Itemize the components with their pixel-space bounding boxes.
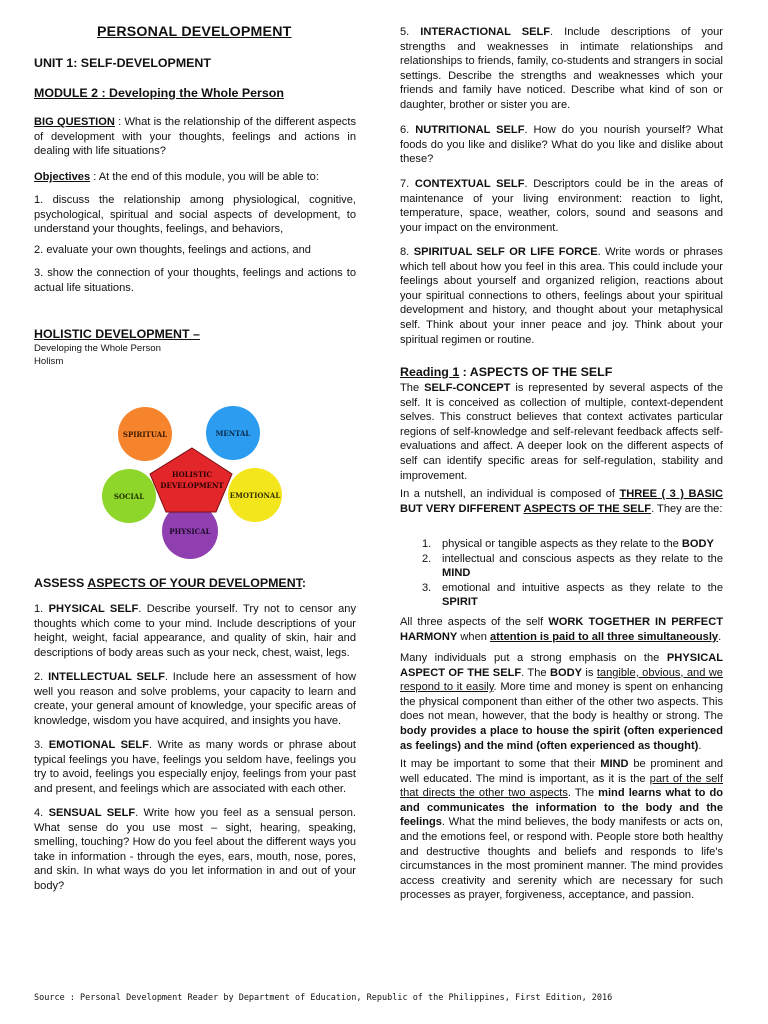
- self-concept-paragraph: [400, 381, 723, 483]
- assess-title: ASPECTS OF YOUR DEVELOPMENT: [87, 576, 302, 590]
- center-pentagon: [150, 448, 232, 512]
- item-text: . Descriptors could be in the areas of maintenance of your living environment: reaction to light, temperature, space, weather, colors, sound and seasons and your impact on the environment.: [400, 178, 723, 234]
- contextual-self-item: [400, 177, 723, 235]
- social-label: SOCIAL: [113, 492, 145, 501]
- center-label-line1: HOLISTIC: [171, 470, 213, 479]
- item-number: 3.: [34, 739, 49, 751]
- center-label-line2: DEVELOPMENT: [160, 481, 224, 490]
- emotional-self-item: [34, 738, 356, 796]
- big-question-text: : What is the relationship of the different aspects of development with your thoughts, feelings and actions in dealing with life situations?: [34, 116, 356, 158]
- item-label: PHYSICAL SELF: [48, 603, 139, 615]
- text-run: THREE ( 3 ) BASIC: [619, 488, 723, 500]
- list-number: 3.: [422, 581, 432, 594]
- item-number: 1.: [34, 603, 49, 615]
- intellectual-self-item: [34, 670, 356, 728]
- spiritual-label: SPIRITUAL: [122, 430, 168, 439]
- mental-label: MENTAL: [215, 429, 251, 438]
- text-run: . What the mind believes, the body manifests or acts on, and the emotions feel, or respond with. People store both healthy and destructive thoughts and beliefs and responds to life's circumstances in the most prominent manner. The mind provides access creativity and serenity which are necessary for such processes as prayer, forgiveness, acceptance, and passion.: [400, 816, 723, 902]
- physical-aspect-paragraph: [400, 651, 723, 753]
- interactional-self-item: [400, 25, 723, 113]
- assess-suffix: :: [301, 576, 306, 590]
- physical-self-item: [34, 602, 356, 660]
- text-run: part of the self that directs the other two aspects: [400, 772, 723, 800]
- text-run: . They are the:: [651, 502, 723, 515]
- holistic-heading: HOLISTIC DEVELOPMENT –: [34, 327, 200, 341]
- text-run: body provides a place to house the spirit (often experienced as feelings) and the mind (often experienced as thought): [400, 724, 723, 752]
- text-run: PHYSICAL ASPECT OF THE SELF: [400, 652, 723, 679]
- unit-heading: UNIT 1: SELF-DEVELOPMENT: [34, 56, 211, 70]
- item-label: INTELLECTUAL SELF: [48, 671, 165, 683]
- list-text: intellectual and conscious aspects as they relate to the: [442, 552, 723, 565]
- source-footer: Source : Personal Development Reader by Department of Education, Republic of the Philippines, First Edition, 2016: [34, 993, 613, 1003]
- physical-label: PHYSICAL: [169, 527, 211, 536]
- text-run: It may be important to some that their: [400, 758, 601, 770]
- list-text: emotional and intuitive aspects as they relate to the: [442, 581, 723, 594]
- text-run: is: [582, 666, 597, 679]
- item-label: SENSUAL SELF: [48, 807, 136, 819]
- item-label: EMOTIONAL SELF: [48, 739, 149, 751]
- holism-label: Holism: [34, 356, 64, 367]
- text-run: In a nutshell, an individual is composed of: [400, 488, 620, 500]
- page-title: PERSONAL DEVELOPMENT: [97, 24, 292, 40]
- item-text: . Include descriptions of your strengths and weaknesses in intimate relationships and relationships to friends, family, co-students and strangers in social settings. Describe the strengths and weaknesses which your friends and family have noticed. Describe what kind of son or daughter, brother or sister you are.: [400, 26, 723, 111]
- item-text: . Include here an assessment of how well you reason and solve problems, your capacity to learn and create, your general amount of knowledge, your specific areas of knowledge, wisdom you have acquired, and insights you have.: [34, 671, 357, 727]
- text-run: . The: [567, 787, 599, 800]
- text-run: tangible, obvious, and we respond to it easily: [400, 666, 723, 694]
- harmony-paragraph: [400, 615, 723, 644]
- nutritional-self-item: [400, 123, 723, 167]
- text-run: ASPECTS OF THE SELF: [523, 502, 652, 515]
- list-number: 2.: [422, 552, 432, 565]
- spiritual-self-item: [400, 245, 723, 347]
- module-heading: MODULE 2 : Developing the Whole Person: [34, 86, 284, 100]
- text-run: BUT VERY DIFFERENT: [400, 502, 524, 515]
- reading-label: Reading 1: [400, 365, 460, 379]
- mind-paragraph: [400, 757, 723, 903]
- text-run: All three aspects of the self: [400, 616, 549, 628]
- text-run: is represented by several aspects of the self. It is conceived as collection of multiple, context-dependent selves. This construct believes that context activates particular regions of self-knowledge and self-relevant feedback affects self-evaluations and affect. A deeper look on the different aspects of self can identify specific areas for self-regulation, stability and improvement.: [400, 382, 723, 482]
- text-run: be prominent and well educated. The mind is important, as it is the: [400, 758, 724, 785]
- list-keyword: MIND: [442, 567, 471, 580]
- objective-item: 1. discuss the relationship among physiological, cognitive, psychological, spiritual and social aspects of development, to understand your thoughts, feelings, and behaviors,: [34, 194, 356, 236]
- text-run: .: [718, 630, 722, 643]
- list-item: [422, 581, 723, 610]
- text-run: SELF-CONCEPT: [424, 382, 511, 394]
- text-run: The: [400, 382, 425, 394]
- text-run: Many individuals put a strong emphasis on the: [400, 652, 667, 664]
- text-run: .: [698, 739, 702, 752]
- list-keyword: SPIRIT: [442, 596, 478, 609]
- item-label: NUTRITIONAL SELF: [415, 124, 525, 136]
- emotional-label: EMOTIONAL: [229, 491, 281, 500]
- item-text: . Write words or phrases which tell about how you feel in this area. This could include your feelings about yourself and organized religion, reactions about your spiritual connections to others, feelings about your spiritual development and history, and thought about your metaphysical self. Think about your inner peace and joy. Think about your spiritual regimen or routine.: [400, 246, 723, 346]
- aspects-list: [422, 537, 723, 610]
- item-label: CONTEXTUAL SELF: [414, 178, 525, 190]
- text-run: attention is paid to all three simultaneously: [490, 630, 719, 643]
- text-run: . More time and money is spent on enhancing the physical component than either of the other two aspects. This does not mean, however, that the body is healthy or strong. The: [400, 681, 723, 723]
- item-label: SPIRITUAL SELF OR LIFE FORCE: [413, 246, 598, 258]
- objective-item: 3. show the connection of your thoughts, feelings and actions to actual life situations.: [34, 267, 356, 294]
- objectives-intro-text: : At the end of this module, you will be able to:: [90, 171, 319, 183]
- item-text: . Describe yourself. Try not to censor any thoughts which come to your mind. Include descriptions of your height, weight, facial appearance, and quality of skin, hair and descriptions of body areas such as your neck, chest, waist, legs.: [34, 603, 357, 659]
- text-run: mind learns what to do and communicates the information to the body and the feelings: [400, 787, 723, 829]
- assess-heading: [34, 576, 306, 590]
- nutshell-paragraph: [400, 487, 723, 516]
- sensual-self-item: [34, 806, 356, 894]
- big-question: [34, 115, 356, 159]
- reading-heading: [400, 365, 612, 379]
- text-run: WORK TOGETHER IN PERFECT HARMONY: [400, 616, 723, 643]
- item-number: 2.: [34, 671, 49, 683]
- list-item: [422, 537, 723, 552]
- item-number: 5.: [400, 26, 421, 38]
- item-text: . Write as many words or phrase about typical feelings you have, feelings you seldom have, feelings you try to avoid, feelings you especially enjoy, feelings from your past and present, and feelings which are associated with each other.: [34, 739, 356, 795]
- item-number: 7.: [400, 178, 415, 190]
- objectives-intro: [34, 170, 356, 185]
- item-label: INTERACTIONAL SELF: [420, 26, 551, 38]
- item-number: 4.: [34, 807, 49, 819]
- list-number: 1.: [422, 538, 432, 550]
- holistic-development-diagram: [98, 406, 298, 561]
- list-item: [422, 552, 723, 581]
- objectives-label: Objectives: [34, 171, 91, 183]
- objective-item: 2. evaluate your own thoughts, feelings and actions, and: [34, 244, 311, 256]
- reading-title: : ASPECTS OF THE SELF: [459, 365, 613, 379]
- holistic-subtitle: Developing the Whole Person: [34, 343, 161, 354]
- item-text: . Write how you feel as a sensual person. What sense do you use most – sight, hearing, speaking, smelling, touching? How do you feel about the different ways you take in information - through the eyes, ears, mouth, nose, pores, and skin. In what ways do you let information in and out of your body?: [34, 807, 356, 892]
- big-question-label: BIG QUESTION: [34, 116, 115, 128]
- item-number: 8.: [400, 246, 414, 258]
- list-keyword: BODY: [681, 538, 714, 550]
- list-text: physical or tangible aspects as they relate to the: [442, 538, 682, 550]
- text-run: MIND: [600, 758, 629, 770]
- item-number: 6.: [400, 124, 416, 136]
- text-run: . The: [521, 666, 550, 679]
- text-run: BODY: [549, 666, 583, 679]
- assess-prefix: ASSESS: [34, 576, 88, 590]
- text-run: when: [457, 630, 491, 643]
- item-text: . How do you nourish yourself? What foods do you like and dislike? What do you like and dislike about these?: [400, 124, 723, 166]
